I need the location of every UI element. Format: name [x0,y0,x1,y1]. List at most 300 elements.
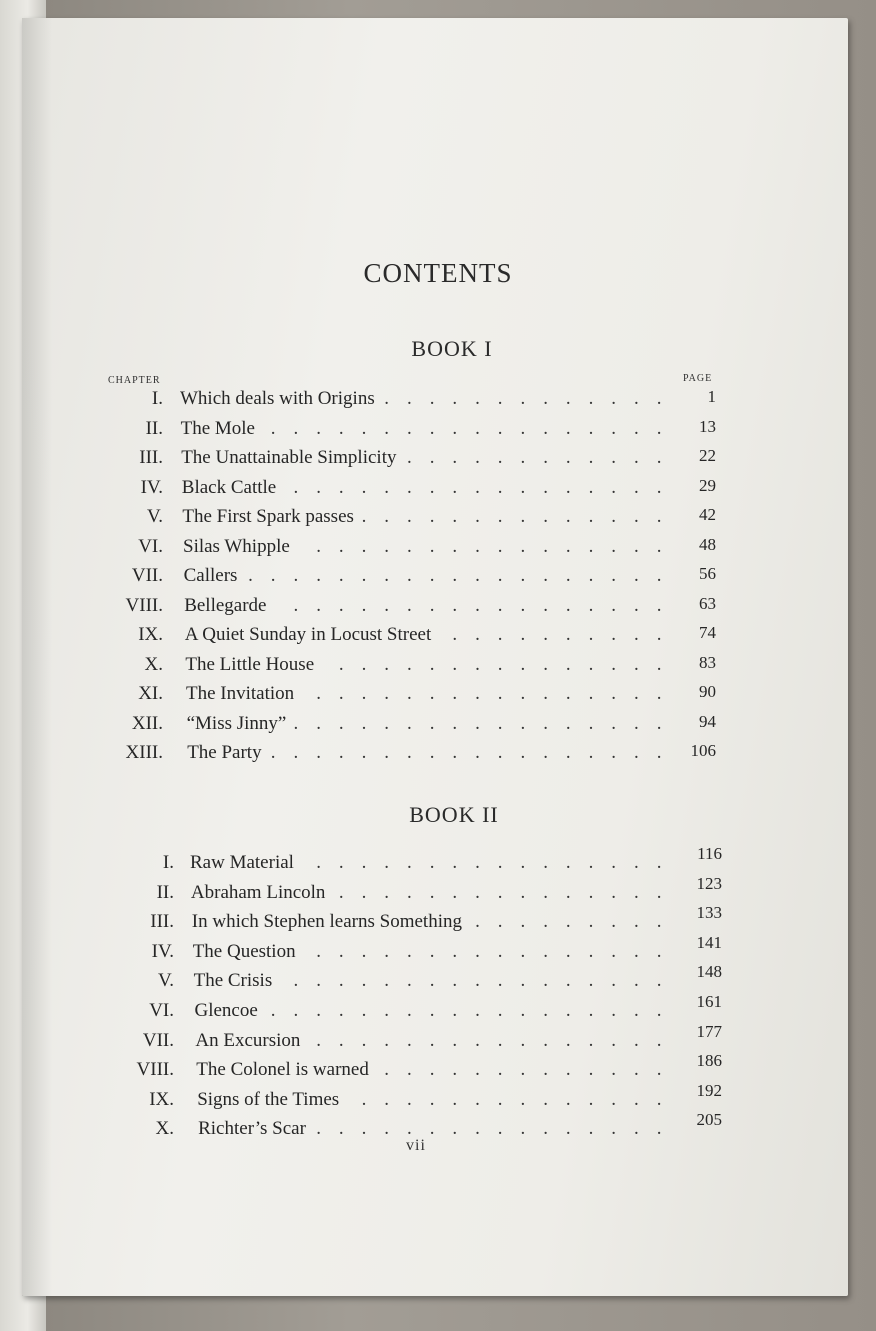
leader-dot: . [588,852,594,873]
leader-dots [316,850,680,876]
leader-dot: . [361,594,367,616]
leader-dot: . [384,881,390,903]
leader-dot: . [338,742,344,763]
leader-dot: . [452,940,458,962]
leader-dot: . [475,712,480,734]
leader-dot: . [270,565,276,586]
leader-dot: . [384,1000,390,1021]
toc-entry [0,593,876,619]
leader-dot: . [497,683,503,704]
leader-dot: . [633,1000,639,1021]
leader-dot: . [520,1088,526,1110]
leader-dot: . [656,683,662,704]
leader-dot: . [338,1000,344,1021]
leader-dot: . [497,653,503,675]
chapter-title: Which deals with Origins [180,388,375,409]
chapter-number: IX. [138,624,163,645]
leader-dot: . [293,565,299,586]
leader-dot: . [611,535,617,557]
chapter-title: The Unattainable Simplicity [181,447,397,468]
leader-dot: . [452,852,458,873]
leader-dot: . [588,742,594,763]
leader-dot: . [565,852,571,873]
leader-dot: . [407,970,412,992]
leader-dot: . [543,852,548,873]
leader-dot: . [520,417,526,439]
leader-dot: . [452,535,458,557]
leader-dot: . [338,683,344,704]
leader-dot: . [520,712,526,734]
leader-dot: . [384,852,390,873]
leader-dot: . [520,881,526,903]
leader-dot: . [520,911,526,933]
leader-dot: . [656,881,662,903]
leader-dot: . [656,417,662,439]
leader-dot: . [361,476,367,498]
leader-dot: . [406,881,412,903]
leader-dot: . [543,447,548,468]
leader-dot: . [565,506,571,527]
leader-dot: . [656,624,662,645]
leader-dot: . [611,594,617,616]
leader-dots [384,386,673,412]
leader-dot: . [543,881,548,903]
leader-dot: . [475,1000,480,1021]
leader-dot: . [406,388,412,409]
leader-dot: . [429,417,435,439]
leader-dot: . [565,388,571,409]
leader-dot: . [588,1059,594,1081]
leader-dot: . [611,852,617,873]
leader-dot: . [452,476,458,498]
toc-entry [0,652,876,678]
leader-dot: . [316,1118,321,1140]
leader-dot: . [588,653,594,675]
leader-dot: . [316,852,321,873]
toc-entry [0,962,876,994]
leader-dot: . [588,970,594,992]
chapter-number: IV. [151,940,174,962]
leader-dot: . [429,712,435,734]
leader-dots [362,504,673,530]
leader-dot: . [543,476,548,498]
leader-dot: . [520,476,526,498]
leader-dot: . [611,417,617,439]
leader-dot: . [543,535,548,557]
toc-entry [0,416,876,442]
leader-dot: . [475,1118,480,1140]
leader-dot: . [656,1000,662,1021]
leader-dot: . [293,476,299,498]
leader-dot: . [633,653,639,675]
leader-dot: . [656,594,662,616]
chapter-number: VI. [138,535,163,557]
leader-dot: . [520,565,526,586]
page-number: 90 [699,682,716,701]
leader-dot: . [565,1059,571,1081]
leader-dot: . [611,1118,617,1140]
leader-dot: . [611,565,617,586]
leader-dot: . [656,476,662,498]
chapter-number: VI. [149,1000,174,1021]
leader-dot: . [316,683,321,704]
chapter-number: VII. [131,565,163,586]
leader-dot: . [611,506,617,527]
leader-dot: . [475,535,480,557]
leader-dot: . [452,594,458,616]
leader-dot: . [452,565,458,586]
toc-entry [0,932,876,965]
chapter-number: I. [151,388,163,409]
toc-entry [0,475,876,501]
toc-entry [0,1051,876,1083]
leader-dot: . [475,742,480,763]
page-number: 63 [699,593,716,613]
leader-dots [271,998,680,1024]
leader-dot: . [406,742,412,763]
leader-dot: . [543,1000,548,1021]
chapter-title: Callers [183,565,238,586]
leader-dot: . [338,970,344,992]
leader-dot: . [633,1029,639,1051]
leader-dot: . [543,594,548,616]
leader-dot: . [384,476,390,498]
leader-dot: . [406,1059,412,1081]
leader-dot: . [429,852,435,873]
leader-dot: . [475,388,480,409]
leader-dot: . [656,712,662,734]
leader-dot: . [543,970,548,992]
leader-dot: . [384,417,390,439]
chapter-title: The Crisis [193,970,273,992]
leader-dots [407,445,673,471]
leader-dot: . [497,1118,503,1140]
leader-dots [475,909,680,935]
leader-dots [384,1057,680,1083]
leader-dot: . [475,911,480,933]
leader-dot: . [475,970,480,992]
leader-dot: . [565,970,571,992]
leader-dot: . [565,535,571,557]
leader-dot: . [406,1029,412,1051]
leader-dot: . [588,683,594,704]
leader-dot: . [611,712,617,734]
chapter-title: The Mole [180,417,255,439]
leader-dot: . [429,1000,435,1021]
leader-dot: . [497,970,503,992]
leader-dot: . [565,683,571,704]
leader-dot: . [497,506,503,527]
toc-entry [0,622,876,648]
leader-dots [452,622,673,648]
page-number: 186 [696,1051,722,1071]
page-number: 83 [699,652,716,672]
leader-dot: . [475,852,480,873]
page-number: 133 [696,903,722,923]
chapter-title: The Question [192,940,296,962]
leader-dot: . [543,742,548,763]
page-number: 13 [699,416,716,436]
leader-dot: . [520,1118,526,1140]
leader-dot: . [316,594,321,616]
leader-dot: . [429,447,435,468]
leader-dot: . [406,417,412,439]
leader-dot: . [588,1118,594,1140]
leader-dot: . [543,940,548,962]
leader-dot: . [475,506,480,527]
leader-dot: . [633,506,639,527]
toc-entry [0,740,876,766]
leader-dot: . [406,535,412,557]
leader-dot: . [316,712,321,734]
leader-dot: . [452,1059,458,1081]
leader-dot: . [520,1000,526,1021]
leader-dot: . [338,565,344,586]
leader-dot: . [406,1088,412,1110]
leader-dots [316,939,680,965]
leader-dots [316,1116,680,1142]
leader-dot: . [361,852,367,873]
chapter-title: The Little House [185,653,315,675]
leader-dot: . [497,624,503,645]
leader-dots [248,563,673,589]
leader-dot: . [633,940,639,962]
leader-dot: . [452,970,458,992]
leader-dot: . [543,712,548,734]
leader-dot: . [406,1118,412,1140]
chapter-number: X. [155,1118,174,1140]
leader-dot: . [338,653,344,675]
leader-dot: . [475,881,480,903]
leader-dot: . [633,1088,639,1110]
leader-dot: . [384,1029,390,1051]
leader-dot: . [475,476,480,498]
leader-dot: . [497,1000,503,1021]
leader-dot: . [588,594,594,616]
leader-dot: . [429,742,435,763]
leader-dot: . [384,940,390,962]
leader-dot: . [406,565,412,586]
leader-dot: . [633,565,639,586]
leader-dot: . [520,742,526,763]
leader-dot: . [520,653,526,675]
leader-dot: . [361,506,367,527]
leader-dot: . [565,624,571,645]
leader-dot: . [588,535,594,557]
leader-dot: . [611,940,617,962]
leader-dot: . [475,653,480,675]
leader-dot: . [633,417,639,439]
leader-dot: . [543,653,548,675]
leader-dot: . [316,565,321,586]
leader-dots [339,880,680,906]
leader-dot: . [475,565,480,586]
leader-dot: . [384,653,390,675]
chapter-number: VIII. [136,1059,174,1081]
leader-dot: . [543,565,548,586]
leader-dot: . [361,1118,367,1140]
leader-dot: . [611,476,617,498]
leader-dot: . [316,535,321,557]
leader-dot: . [338,940,344,962]
leader-dot: . [543,1059,548,1081]
chapter-title: In which Stephen learns Something [191,911,462,933]
page-number: 123 [696,873,722,893]
leader-dot: . [497,594,503,616]
chapter-title: Raw Material [190,852,294,873]
leader-dot: . [429,940,435,962]
leader-dot: . [452,1118,458,1140]
leader-dot: . [452,417,458,439]
leader-dot: . [316,417,321,439]
leader-dot: . [452,624,458,645]
leader-dot: . [429,970,435,992]
contents-heading: CONTENTS [363,258,513,288]
leader-dot: . [634,476,639,498]
leader-dot: . [656,388,662,409]
leader-dot: . [406,852,412,873]
leader-dot: . [497,712,503,734]
leader-dot: . [520,852,526,873]
leader-dot: . [588,565,594,586]
leader-dot: . [248,565,253,586]
leader-dot: . [452,506,458,527]
leader-dot: . [565,1088,571,1110]
leader-dot: . [429,1118,435,1140]
leader-dot: . [520,1029,526,1051]
leader-dot: . [497,388,503,409]
leader-dot: . [475,624,480,645]
leader-dot: . [293,712,299,734]
leader-dot: . [497,742,503,763]
leader-dot: . [588,388,594,409]
leader-dot: . [543,388,548,409]
leader-dot: . [384,1059,390,1081]
leader-dot: . [497,1059,503,1081]
leader-dot: . [452,683,458,704]
leader-dot: . [429,683,435,704]
leader-dot: . [565,881,571,903]
leader-dot: . [293,742,299,763]
leader-dot: . [565,565,571,586]
leader-dot: . [361,1000,367,1021]
toc-entry [0,903,876,935]
leader-dot: . [543,911,548,933]
chapter-title: The First Spark passes [182,506,354,527]
leader-dot: . [633,881,639,903]
leader-dot: . [543,506,548,527]
leader-dot: . [543,624,548,645]
toc-entry [0,681,876,707]
chapter-title: Silas Whipple [183,535,290,557]
leader-dot: . [588,476,594,498]
leader-dot: . [429,1029,435,1051]
toc-entry [0,386,876,412]
leader-dots [294,711,674,737]
leader-dots [362,1087,680,1113]
chapter-number: I. [162,852,174,873]
page-folio: vii [406,1137,426,1154]
leader-dot: . [634,594,639,616]
chapter-number: XII. [131,712,163,734]
page-number: 29 [699,475,716,495]
chapter-number: XIII. [125,742,163,763]
leader-dot: . [588,881,594,903]
leader-dot: . [611,911,617,933]
leader-dot: . [656,911,662,933]
toc-entry [0,563,876,589]
leader-dot: . [520,388,526,409]
leader-dot: . [338,594,344,616]
leader-dot: . [565,1118,571,1140]
leader-dot: . [338,852,344,873]
chapter-title: Signs of the Times [197,1088,340,1110]
leader-dot: . [520,535,526,557]
leader-dot: . [633,911,639,933]
leader-dot: . [565,940,571,962]
page-number: 1 [707,387,716,406]
leader-dot: . [520,970,526,992]
chapter-title: “Miss Jinny” [186,712,287,734]
leader-dot: . [406,506,412,527]
leader-dot: . [611,388,617,409]
leader-dot: . [497,565,503,586]
leader-dot: . [316,1029,321,1051]
leader-dot: . [588,417,594,439]
leader-dot: . [270,417,276,439]
leader-dot: . [633,742,639,763]
leader-dot: . [452,881,458,903]
leader-dot: . [611,447,617,468]
toc-entry [0,504,876,530]
chapter-title: A Quiet Sunday in Locust Street [184,624,432,645]
leader-dot: . [520,1059,526,1081]
leader-dot: . [634,447,639,468]
leader-dot: . [497,1029,503,1051]
page-number: 74 [699,623,716,642]
chapter-number: V. [146,506,163,527]
leader-dot: . [475,1088,480,1110]
toc-entry [0,1021,876,1054]
page-column-label: PAGE [683,373,713,384]
chapter-number: VIII. [125,594,163,616]
page-number: 205 [696,1110,722,1130]
leader-dot: . [361,742,367,763]
leader-dot: . [429,565,435,586]
leader-dot: . [611,1059,617,1081]
leader-dot: . [429,1059,435,1081]
leader-dot: . [611,653,617,675]
leader-dot: . [384,535,390,557]
leader-dot: . [316,742,321,763]
leader-dot: . [520,624,526,645]
chapter-title: The Party [187,742,262,763]
leader-dot: . [429,653,435,675]
leader-dot: . [633,388,639,409]
leader-dot: . [497,852,503,873]
leader-dot: . [452,1088,458,1110]
leader-dot: . [384,1118,390,1140]
leader-dot: . [656,852,662,873]
chapter-number: V. [157,970,174,992]
leader-dot: . [520,447,526,468]
page-number: 116 [697,844,722,863]
chapter-title: The Invitation [186,683,295,704]
leader-dot: . [361,565,367,586]
page-number: 42 [699,505,716,524]
leader-dot: . [656,1118,662,1140]
leader-dot: . [611,742,617,763]
